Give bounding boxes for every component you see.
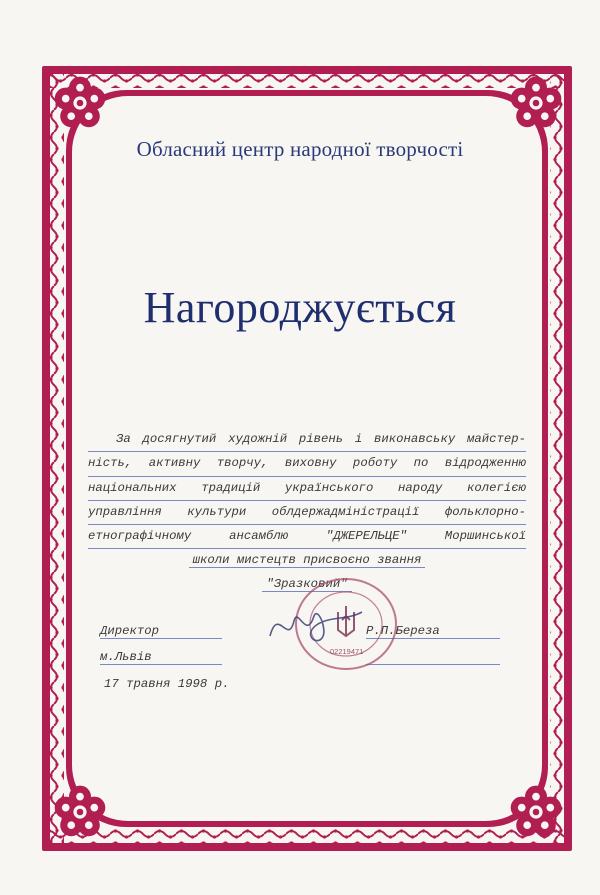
trident-icon bbox=[338, 606, 354, 636]
text-line: управління культури облдержадміністрації фольклорно- bbox=[88, 501, 526, 525]
organization-name: Обласний центр народної творчості bbox=[136, 137, 464, 161]
official-stamp bbox=[258, 576, 408, 676]
signature-name: Р.П.Береза bbox=[366, 624, 500, 639]
text-line: ність, активну творчу, виховну роботу по відродженню bbox=[88, 452, 526, 476]
stamp-number: 02219471 bbox=[330, 647, 364, 656]
text-line: школи мистецтв присвоєно звання bbox=[88, 549, 526, 572]
award-title: Нагороджується bbox=[143, 283, 457, 332]
signature-position: Директор bbox=[100, 624, 222, 639]
text-line: етнографічному ансамблю "ДЖЕРЕЛЬЦЕ" Моршинської bbox=[88, 525, 526, 549]
award-text bbox=[88, 428, 526, 596]
text-line: За досягнутий художній рівень і виконавську майстер- bbox=[88, 428, 526, 452]
text-line: національних традицій українського народу колегією bbox=[88, 477, 526, 501]
signature-date: 17 травня 1998 р. bbox=[104, 677, 230, 691]
handwritten-signature bbox=[270, 612, 362, 641]
text-line: "Зразковий" bbox=[88, 573, 526, 596]
signature-city: м.Львів bbox=[100, 650, 222, 665]
